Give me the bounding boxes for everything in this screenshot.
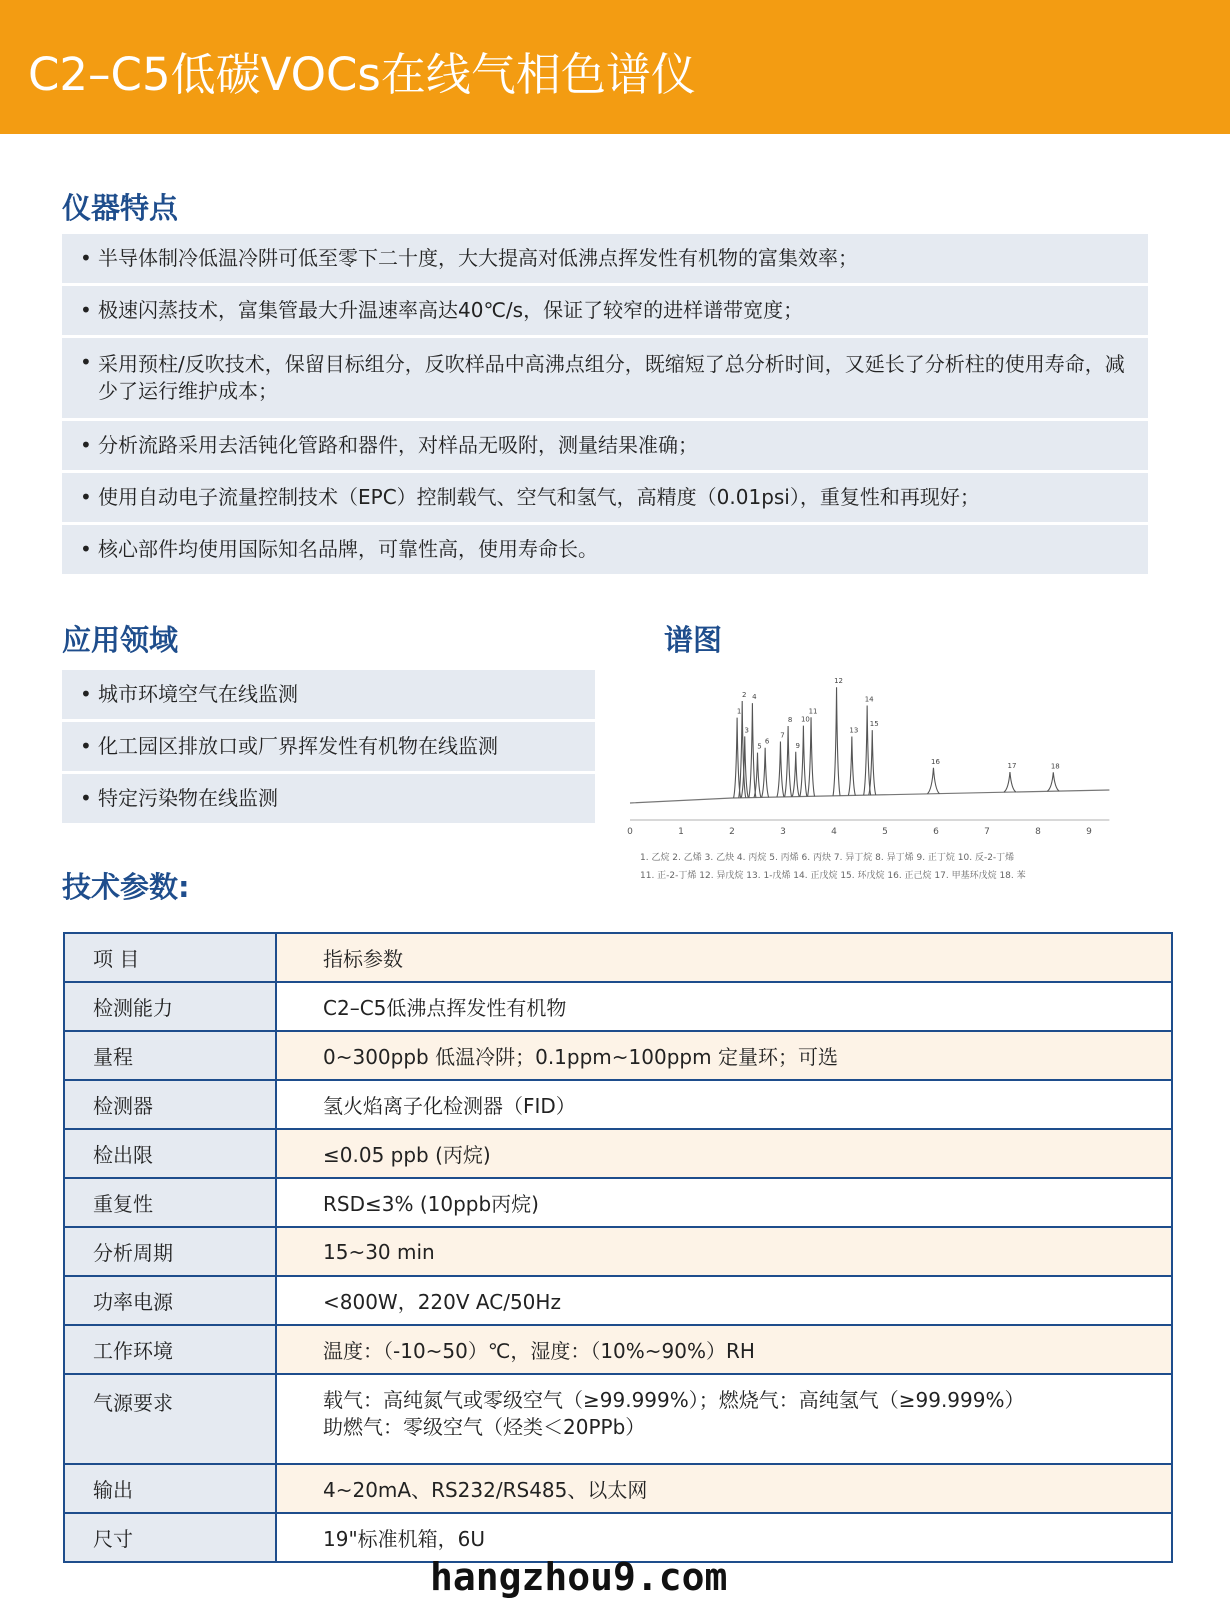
param-value-line-2: 助燃气：零级空气（烃类＜20PPb） [323, 1415, 646, 1439]
param-label: 检测器 [64, 1080, 276, 1129]
x-tick-label: 1 [678, 827, 684, 837]
param-value: RSD≤3% (10ppb丙烷) [276, 1178, 1172, 1227]
peak [927, 768, 939, 794]
param-value [276, 1374, 1172, 1464]
param-value: 15~30 min [276, 1227, 1172, 1276]
features-heading: 仪器特点 [62, 191, 179, 225]
peak [808, 717, 815, 796]
table-row [64, 1464, 1172, 1513]
x-tick-label: 8 [1035, 827, 1041, 837]
feature-item: • 使用自动电子流量控制技术（EPC）控制载气、空气和氢气，高精度（0.01psi），重复性和再现好； [62, 473, 1148, 525]
param-label: 分析周期 [64, 1227, 276, 1276]
x-tick-label: 5 [882, 827, 888, 837]
table-row [64, 1227, 1172, 1276]
peak-label: 12 [834, 677, 844, 686]
peak [754, 753, 761, 798]
peak-label: 5 [757, 742, 762, 751]
x-tick-label: 2 [729, 827, 735, 837]
peak-label: 4 [752, 693, 757, 702]
peak-label: 17 [1007, 762, 1017, 771]
table-row [64, 1276, 1172, 1325]
param-value: 4~20mA、RS232/RS485、以太网 [276, 1464, 1172, 1513]
param-label: 重复性 [64, 1178, 276, 1227]
peak [762, 748, 769, 798]
peak [1047, 772, 1059, 791]
x-tick-label: 4 [831, 827, 837, 837]
param-value: ≤0.05 ppb (丙烷) [276, 1129, 1172, 1178]
application-item: • 城市环境空气在线监测 [62, 670, 595, 722]
features-list [62, 234, 1148, 577]
param-value: C2–C5低沸点挥发性有机物 [276, 982, 1172, 1031]
peak [777, 742, 784, 797]
feature-item: • 极速闪蒸技术，富集管最大升温速率高达40℃/s，保证了较窄的进样谱带宽度； [62, 286, 1148, 338]
applications-list [62, 670, 595, 826]
param-value: 温度：（-10~50）℃，湿度：（10%~90%）RH [276, 1325, 1172, 1374]
table-row [64, 1178, 1172, 1227]
table-row [64, 1129, 1172, 1178]
param-label: 项 目 [64, 933, 276, 982]
param-label: 功率电源 [64, 1276, 276, 1325]
peak-label: 2 [741, 691, 747, 700]
peak-label: 16 [930, 757, 940, 766]
param-label: 检出限 [64, 1129, 276, 1178]
peak-label: 8 [787, 716, 793, 725]
peak-label: 7 [780, 731, 785, 740]
x-tick-label: 9 [1086, 827, 1092, 837]
application-item: • 特定污染物在线监测 [62, 774, 595, 826]
table-row [64, 1325, 1172, 1374]
param-label: 输出 [64, 1464, 276, 1513]
peak-label: 3 [744, 726, 749, 735]
x-tick-label: 0 [627, 827, 633, 837]
peak-label: 6 [764, 737, 770, 746]
specs-table [63, 932, 1173, 1563]
specs-heading: 技术参数: [62, 870, 190, 904]
header-banner [0, 0, 1230, 134]
feature-item: • 分析流路采用去活钝化管路和器件，对样品无吸附，测量结果准确； [62, 421, 1148, 473]
peak-label: 11 [808, 707, 818, 716]
param-label: 气源要求 [64, 1374, 276, 1464]
peaks [734, 687, 1060, 798]
chromatogram [627, 674, 1176, 884]
application-item: • 化工园区排放口或厂界挥发性有机物在线监测 [62, 722, 595, 774]
x-ticks [627, 820, 1109, 837]
peak [1004, 772, 1016, 792]
peak [864, 705, 871, 795]
table-row [64, 1080, 1172, 1129]
peak-labels [737, 677, 1060, 770]
param-label: 工作环境 [64, 1325, 276, 1374]
table-row [64, 1031, 1172, 1080]
peak-label: 1 [736, 707, 742, 716]
page-title: C2–C5低碳VOCs在线气相色谱仪 [28, 48, 696, 101]
peak-label: 13 [849, 726, 859, 735]
feature-item: • 采用预柱/反吹技术，保留目标组分，反吹样品中高沸点组分，既缩短了总分析时间，又延长了分析柱的使用寿命，减少了运行维护成本； [62, 338, 1148, 421]
table-row [64, 1374, 1172, 1464]
param-label: 尺寸 [64, 1513, 276, 1562]
spectrum-heading: 谱图 [664, 623, 723, 657]
peak [749, 703, 756, 797]
peak-label: 10 [800, 715, 810, 724]
x-tick-label: 7 [984, 827, 990, 837]
peak [848, 736, 855, 795]
param-value: 氢火焰离子化检测器（FID） [276, 1080, 1172, 1129]
feature-item: • 核心部件均使用国际知名品牌，可靠性高，使用寿命长。 [62, 525, 1148, 577]
legend-row-1: 1. 乙烷 2. 乙烯 3. 乙炔 4. 丙烷 5. 丙烯 6. 丙炔 7. 异丁烷 8. 异丁烯 9. 正丁烷 10. 反-2-丁烯 [640, 853, 1015, 863]
peak-label: 15 [869, 720, 879, 729]
legend-row-2: 11. 正-2-丁烯 12. 异戊烷 13. 1-戊烯 14. 正戊烷 15. 环戊烷 16. 正己烷 17. 甲基环戊烷 18. 苯 [640, 871, 1026, 881]
param-value-line-1: 载气：高纯氮气或零级空气（≥99.999%）；燃烧气：高纯氢气（≥99.999%） [323, 1388, 1025, 1412]
watermark: hangzhou9.com [430, 1555, 728, 1599]
feature-item: • 半导体制冷低温冷阱可低至零下二十度，大大提高对低沸点挥发性有机物的富集效率； [62, 234, 1148, 286]
x-tick-label: 3 [780, 827, 786, 837]
param-value: 指标参数 [276, 933, 1172, 982]
peak-label: 18 [1050, 762, 1060, 771]
peak [792, 752, 799, 797]
x-tick-label: 6 [933, 827, 939, 837]
param-value: 0~300ppb 低温冷阱；0.1ppm~100ppm 定量环；可选 [276, 1031, 1172, 1080]
param-label: 量程 [64, 1031, 276, 1080]
peak [869, 730, 876, 795]
peak [785, 726, 792, 797]
param-label: 检测能力 [64, 982, 276, 1031]
param-value: <800W，220V AC/50Hz [276, 1276, 1172, 1325]
table-row [64, 933, 1172, 982]
table-row [64, 982, 1172, 1031]
peak-label: 9 [795, 741, 800, 750]
peak-label: 14 [864, 695, 874, 704]
param-value: 19"标准机箱，6U [276, 1513, 1172, 1562]
applications-heading: 应用领域 [62, 623, 179, 657]
peak [800, 726, 807, 797]
peak [833, 687, 840, 796]
